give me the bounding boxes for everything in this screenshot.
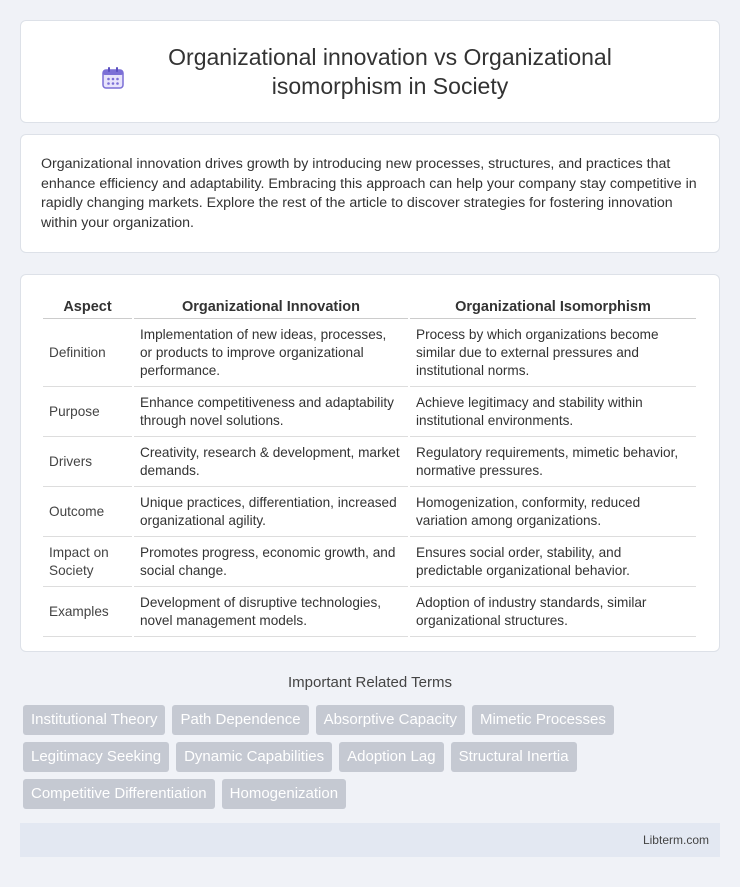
cell-aspect: Drivers	[43, 437, 132, 487]
header-isomorphism: Organizational Isomorphism	[410, 293, 696, 319]
tag-row	[23, 742, 723, 772]
tag-competitive-differentiation[interactable]: Competitive Differentiation	[23, 779, 215, 809]
cell-innovation: Implementation of new ideas, processes, or products to improve organizational performance.	[134, 319, 408, 387]
cell-aspect: Impact on Society	[43, 537, 132, 587]
cell-aspect: Examples	[43, 587, 132, 637]
tag-legitimacy-seeking[interactable]: Legitimacy Seeking	[23, 742, 169, 772]
table-header-row	[43, 293, 696, 319]
cell-aspect: Definition	[43, 319, 132, 387]
related-terms-title: Important Related Terms	[288, 674, 452, 691]
comparison-table	[41, 293, 698, 637]
cell-isomorphism: Homogenization, conformity, reduced variation among organizations.	[410, 487, 696, 537]
header-innovation: Organizational Innovation	[134, 293, 408, 319]
header-aspect: Aspect	[43, 293, 132, 319]
cell-aspect: Purpose	[43, 387, 132, 437]
comparison-card	[20, 274, 720, 652]
cell-isomorphism: Regulatory requirements, mimetic behavior, normative pressures.	[410, 437, 696, 487]
cell-isomorphism: Achieve legitimacy and stability within institutional environments.	[410, 387, 696, 437]
cell-innovation: Creativity, research & development, market demands.	[134, 437, 408, 487]
tag-institutional-theory[interactable]: Institutional Theory	[23, 705, 165, 735]
cell-isomorphism: Process by which organizations become similar due to external pressures and institutional norms.	[410, 319, 696, 387]
footer	[20, 823, 720, 857]
table-row	[43, 537, 696, 587]
calendar-icon	[100, 65, 126, 91]
tag-mimetic-processes[interactable]: Mimetic Processes	[472, 705, 614, 735]
intro-text: Organizational innovation drives growth by introducing new processes, structures, and practices that enhance efficiency and adaptability. Embracing this approach can help your company stay competitive in rapidly changing markets. Explore the rest of the article to discover strategies for fostering innovation within your organization.	[41, 156, 697, 231]
cell-innovation: Promotes progress, economic growth, and social change.	[134, 537, 408, 587]
table-row	[43, 387, 696, 437]
cell-isomorphism: Ensures social order, stability, and predictable organizational behavior.	[410, 537, 696, 587]
cell-innovation: Unique practices, differentiation, increased organizational agility.	[134, 487, 408, 537]
tag-adoption-lag[interactable]: Adoption Lag	[339, 742, 443, 772]
footer-site[interactable]: Libterm.com	[642, 833, 709, 847]
table-row	[43, 587, 696, 637]
tag-absorptive-capacity[interactable]: Absorptive Capacity	[316, 705, 465, 735]
tag-row	[23, 705, 723, 735]
page-title: Organizational innovation vs Organizational isomorphism in Society	[168, 43, 612, 99]
tag-row	[23, 779, 723, 809]
tag-dynamic-capabilities[interactable]: Dynamic Capabilities	[176, 742, 332, 772]
title-card	[20, 20, 720, 123]
intro-card	[20, 134, 720, 253]
related-terms	[23, 705, 723, 816]
cell-innovation: Enhance competitiveness and adaptability through novel solutions.	[134, 387, 408, 437]
cell-aspect: Outcome	[43, 487, 132, 537]
cell-isomorphism: Adoption of industry standards, similar organizational structures.	[410, 587, 696, 637]
table-row	[43, 437, 696, 487]
tag-path-dependence[interactable]: Path Dependence	[172, 705, 308, 735]
tag-homogenization[interactable]: Homogenization	[222, 779, 346, 809]
table-row	[43, 319, 696, 387]
table-row	[43, 487, 696, 537]
tag-structural-inertia[interactable]: Structural Inertia	[451, 742, 577, 772]
cell-innovation: Development of disruptive technologies, novel management models.	[134, 587, 408, 637]
